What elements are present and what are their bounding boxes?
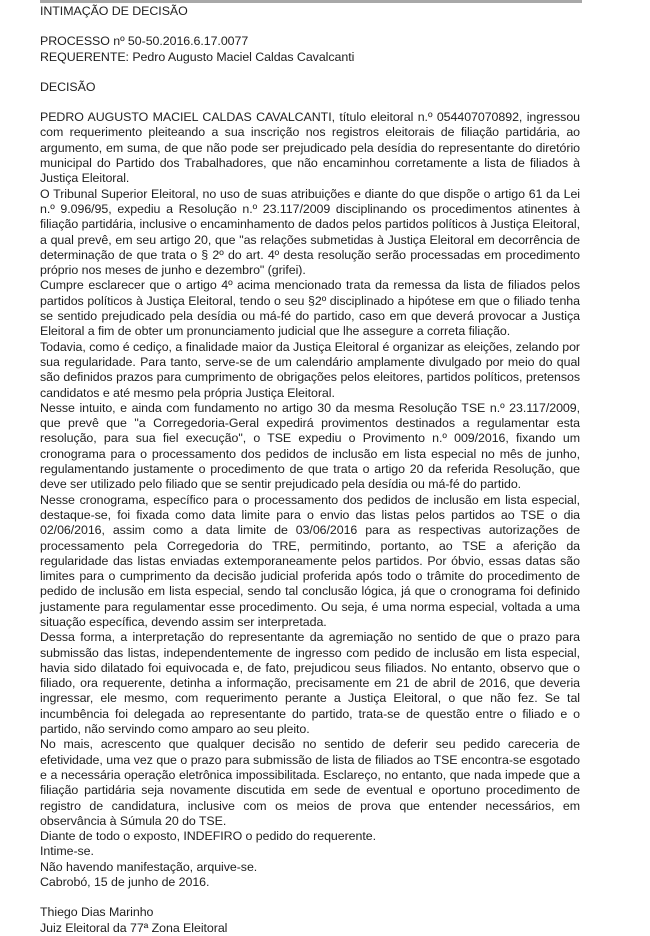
top-rule: [40, 0, 582, 3]
signature-title: Juiz Eleitoral da 77ª Zona Eleitoral: [40, 920, 228, 935]
applicant: REQUERENTE: Pedro Augusto Maciel Caldas Cavalcanti: [40, 49, 355, 64]
signature-name: Thiego Dias Marinho: [40, 905, 154, 920]
process-number: PROCESSO nº 50-50.2016.6.17.0077: [40, 34, 249, 49]
paragraph: O Tribunal Superior Eleitoral, no uso de suas atribuições e diante do que dispõe o artigo 61 da Lei n.º 9.096/95, expediu a Resolução n.º 23.117/2009 disciplinando os procedimentos atinentes à filiação partidária, inclusive o encaminhamento de dados pelos partidos políticos à Justiça Eleitoral, a qual prevê, em seu artigo 20, que "as relações submetidas à Justiça Eleitoral em decorrência de determinação de que trata o § 2º do art. 4º desta resolução serão processadas em procedimento próprio nos meses de junho e dezembro" (grifei).: [40, 186, 580, 278]
process-header: [40, 34, 580, 65]
paragraph: Nesse cronograma, específico para o processamento dos pedidos de inclusão em lista especial, destaque-se, foi fixada como data limite para o envio das listas pelos partidos ao TSE o dia 02/06/2016, assim como a data limite de 03/06/2016 para as respectivas autorizações de processamento pela Corregedoria do TRE, permitindo, portanto, ao TSE a aferição da regularidade das listas enviadas extemporaneamente pelos partidos. Por óbvio, essas datas são limites para o cumprimento da decisão judicial proferida após todo o trâmite do procedimento de pedido de inclusão em lista especial, sendo tal conclusão lógica, já que o cronograma foi definido justamente para regulamentar esse procedimento. Ou seja, é uma norma especial, voltada a uma situação específica, devendo assim ser interpretada.: [40, 492, 580, 629]
paragraph: No mais, acrescento que qualquer decisão no sentido de deferir seu pedido careceria de efetividade, uma vez que o prazo para submissão de lista de filiados ao TSE encontra-se esgotado e a necessária operação eletrônica impossibilitada. Esclareço, no entanto, que nada impede que a filiação partidária seja novamente discutida em sede de eventual e oportuno procedimento de registro de candidatura, inclusive com os meios de prova que entender necessários, em observância à Súmula 20 do TSE.: [40, 737, 580, 828]
place-date-line: Cabrobó, 15 de junho de 2016.: [40, 875, 210, 890]
document-body: [40, 4, 580, 936]
archive-line: Não havendo manifestação, arquive-se.: [40, 859, 258, 874]
paragraph: Nesse intuito, e ainda com fundamento no artigo 30 da mesma Resolução TSE n.º 23.117/2009, que prevê que "a Corregedoria-Geral expedirá provimentos destinados a regulamentar esta resolução, para sua fiel execução", o TSE expediu o Provimento n.º 009/2016, fixando um cronograma para o processamento dos pedidos de inclusão em lista especial no mês de junho, regulamentando justamente o procedimento de que trata o artigo 20 da referida Resolução, que deve ser utilizado pelo filiado que se sentir prejudicado pela desídia ou má-fé do partido.: [40, 400, 580, 492]
paragraph: Dessa forma, a interpretação do representante da agremiação no sentido de que o prazo para submissão das listas, independentemente de ingresso com pedido de inclusão em lista especial, havia sido dilatado foi equivocada e, de fato, prejudicou seus filiados. No entanto, observo que o filiado, ora requerente, detinha a informação, precisamente em 21 de abril de 2016, que deveria ingressar, ele mesmo, com requerimento perante a Justiça Eleitoral, o que não fez. Se tal incumbência foi delegada ao representante do partido, trata-se de questão entre o filiado e o partido, não servindo como amparo ao seu pleito.: [40, 630, 580, 737]
notify-line: Intime-se.: [40, 844, 94, 859]
section-label: DECISÃO: [40, 79, 96, 94]
document-title: INTIMAÇÃO DE DECISÃO: [40, 4, 188, 18]
paragraph: PEDRO AUGUSTO MACIEL CALDAS CAVALCANTI, título eleitoral n.º 054407070892, ingressou com requerimento pleiteando a sua inscrição nos registros eleitorais de filiação partidária, ao argumento, em suma, de que não pode ser prejudicado pela desídia do representante do diretório municipal do Partido dos Trabalhadores, que não encaminhou corretamente a lista de filiados à Justiça Eleitoral.: [40, 110, 580, 186]
paragraph: Todavia, como é cediço, a finalidade maior da Justiça Eleitoral é organizar as eleições, zelando por sua regularidade. Para tanto, serve-se de um calendário amplamente divulgado por meio do qual são definidos prazos para cumprimento de obrigações pelos eleitores, partidos políticos, pretensos candidatos e até mesmo pela própria Justiça Eleitoral.: [40, 339, 580, 400]
paragraph: Cumpre esclarecer que o artigo 4º acima mencionado trata da remessa da lista de filiados pelos partidos políticos à Justiça Eleitoral, tendo o seu §2º disciplinado a hipótese em que o filiado tenha se sentido prejudicado pela desídia ou má-fé do partido, caso em que deverá provocar a Justiça Eleitoral a fim de obter um pronunciamento judicial que lhe assegure a correta filiação.: [40, 278, 580, 339]
ruling-line: Diante de todo o exposto, INDEFIRO o pedido do requerente.: [40, 829, 376, 844]
